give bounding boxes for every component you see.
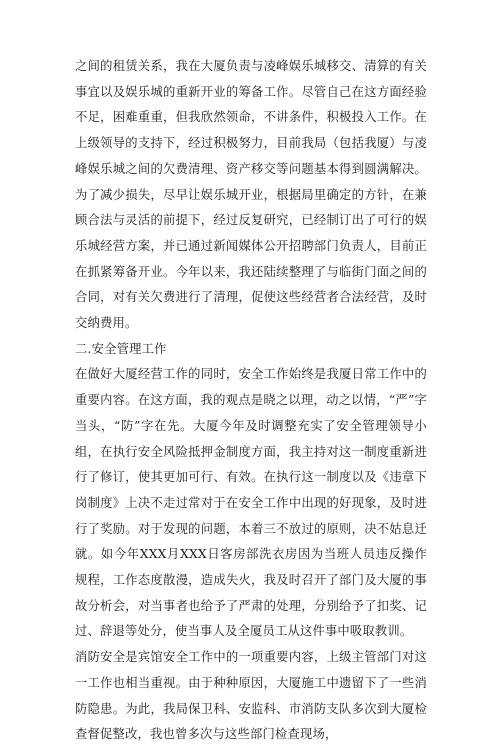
paragraph-fire-safety: 消防安全是宾馆安全工作中的一项重要内容，上级主管部门对这一工作也相当重视。由于种种原因，大厦施工中遗留下了一些消防隐患。为此，我局保卫科、安监科、市消防支队多次到大厦检查督促整改，我也曾多次与这些部门检查现场， (75, 650, 427, 742)
paragraph-lease-handover: 之间的租赁关系，我在大厦负责与凌峰娱乐城移交、清算的有关事宜以及娱乐城的重新开业的筹备工作。尽管自己在这方面经验不足，困难重重，但我欣然领命，不讲条件，积极投入工作。在上级领导的支持下，经过积极努力，目前我局（包括我厦）与凌峰娱乐城之间的欠费清理、资产移交等问题基本得到圆满解决。为了减少损失，尽早让娱乐城开业，根据局里确定的方针，在兼顾合法与灵活的前提下，经过反复研究，已经制订出了可行的娱乐城经营方案，并已通过新闻媒体公开招聘部门负责人，目前正在抓紧筹备开业。今年以来，我还陆续整理了与临街门面之间的合同，对有关欠费进行了清理，促使这些经营者合法经营，及时交纳费用。 (75, 59, 427, 331)
document-page (75, 54, 427, 748)
section-heading-safety-management: 二.安全管理工作 (75, 341, 167, 356)
paragraph-safety-work: 在做好大厦经营工作的同时，安全工作始终是我厦日常工作中的重要内容。在这方面，我的观点是晓之以理，动之以情，“严”字当头，“防”字在先。大厦今年及时调整充实了安全管理领导小组，在执行安全风险抵押金制度方面，我主持对这一制度重新进行了修订，使其更加可行、有效。在执行这一制度以及《违章下岗制度》上决不走过常对于在安全工作中出现的好现象，及时进行了奖励。对于发现的问题，本着三不放过的原则，决不姑息迁就。如今年XXX月XXX日客房部洗衣房因为当班人员违反操作规程，工作态度散漫，造成失火，我及时召开了部门及大厦的事故分析会，对当事者也给予了严肃的处理，分别给予了扣奖、记过、辞退等处分，使当事人及全厦员工从这件事中吸取教训。 (75, 367, 427, 639)
